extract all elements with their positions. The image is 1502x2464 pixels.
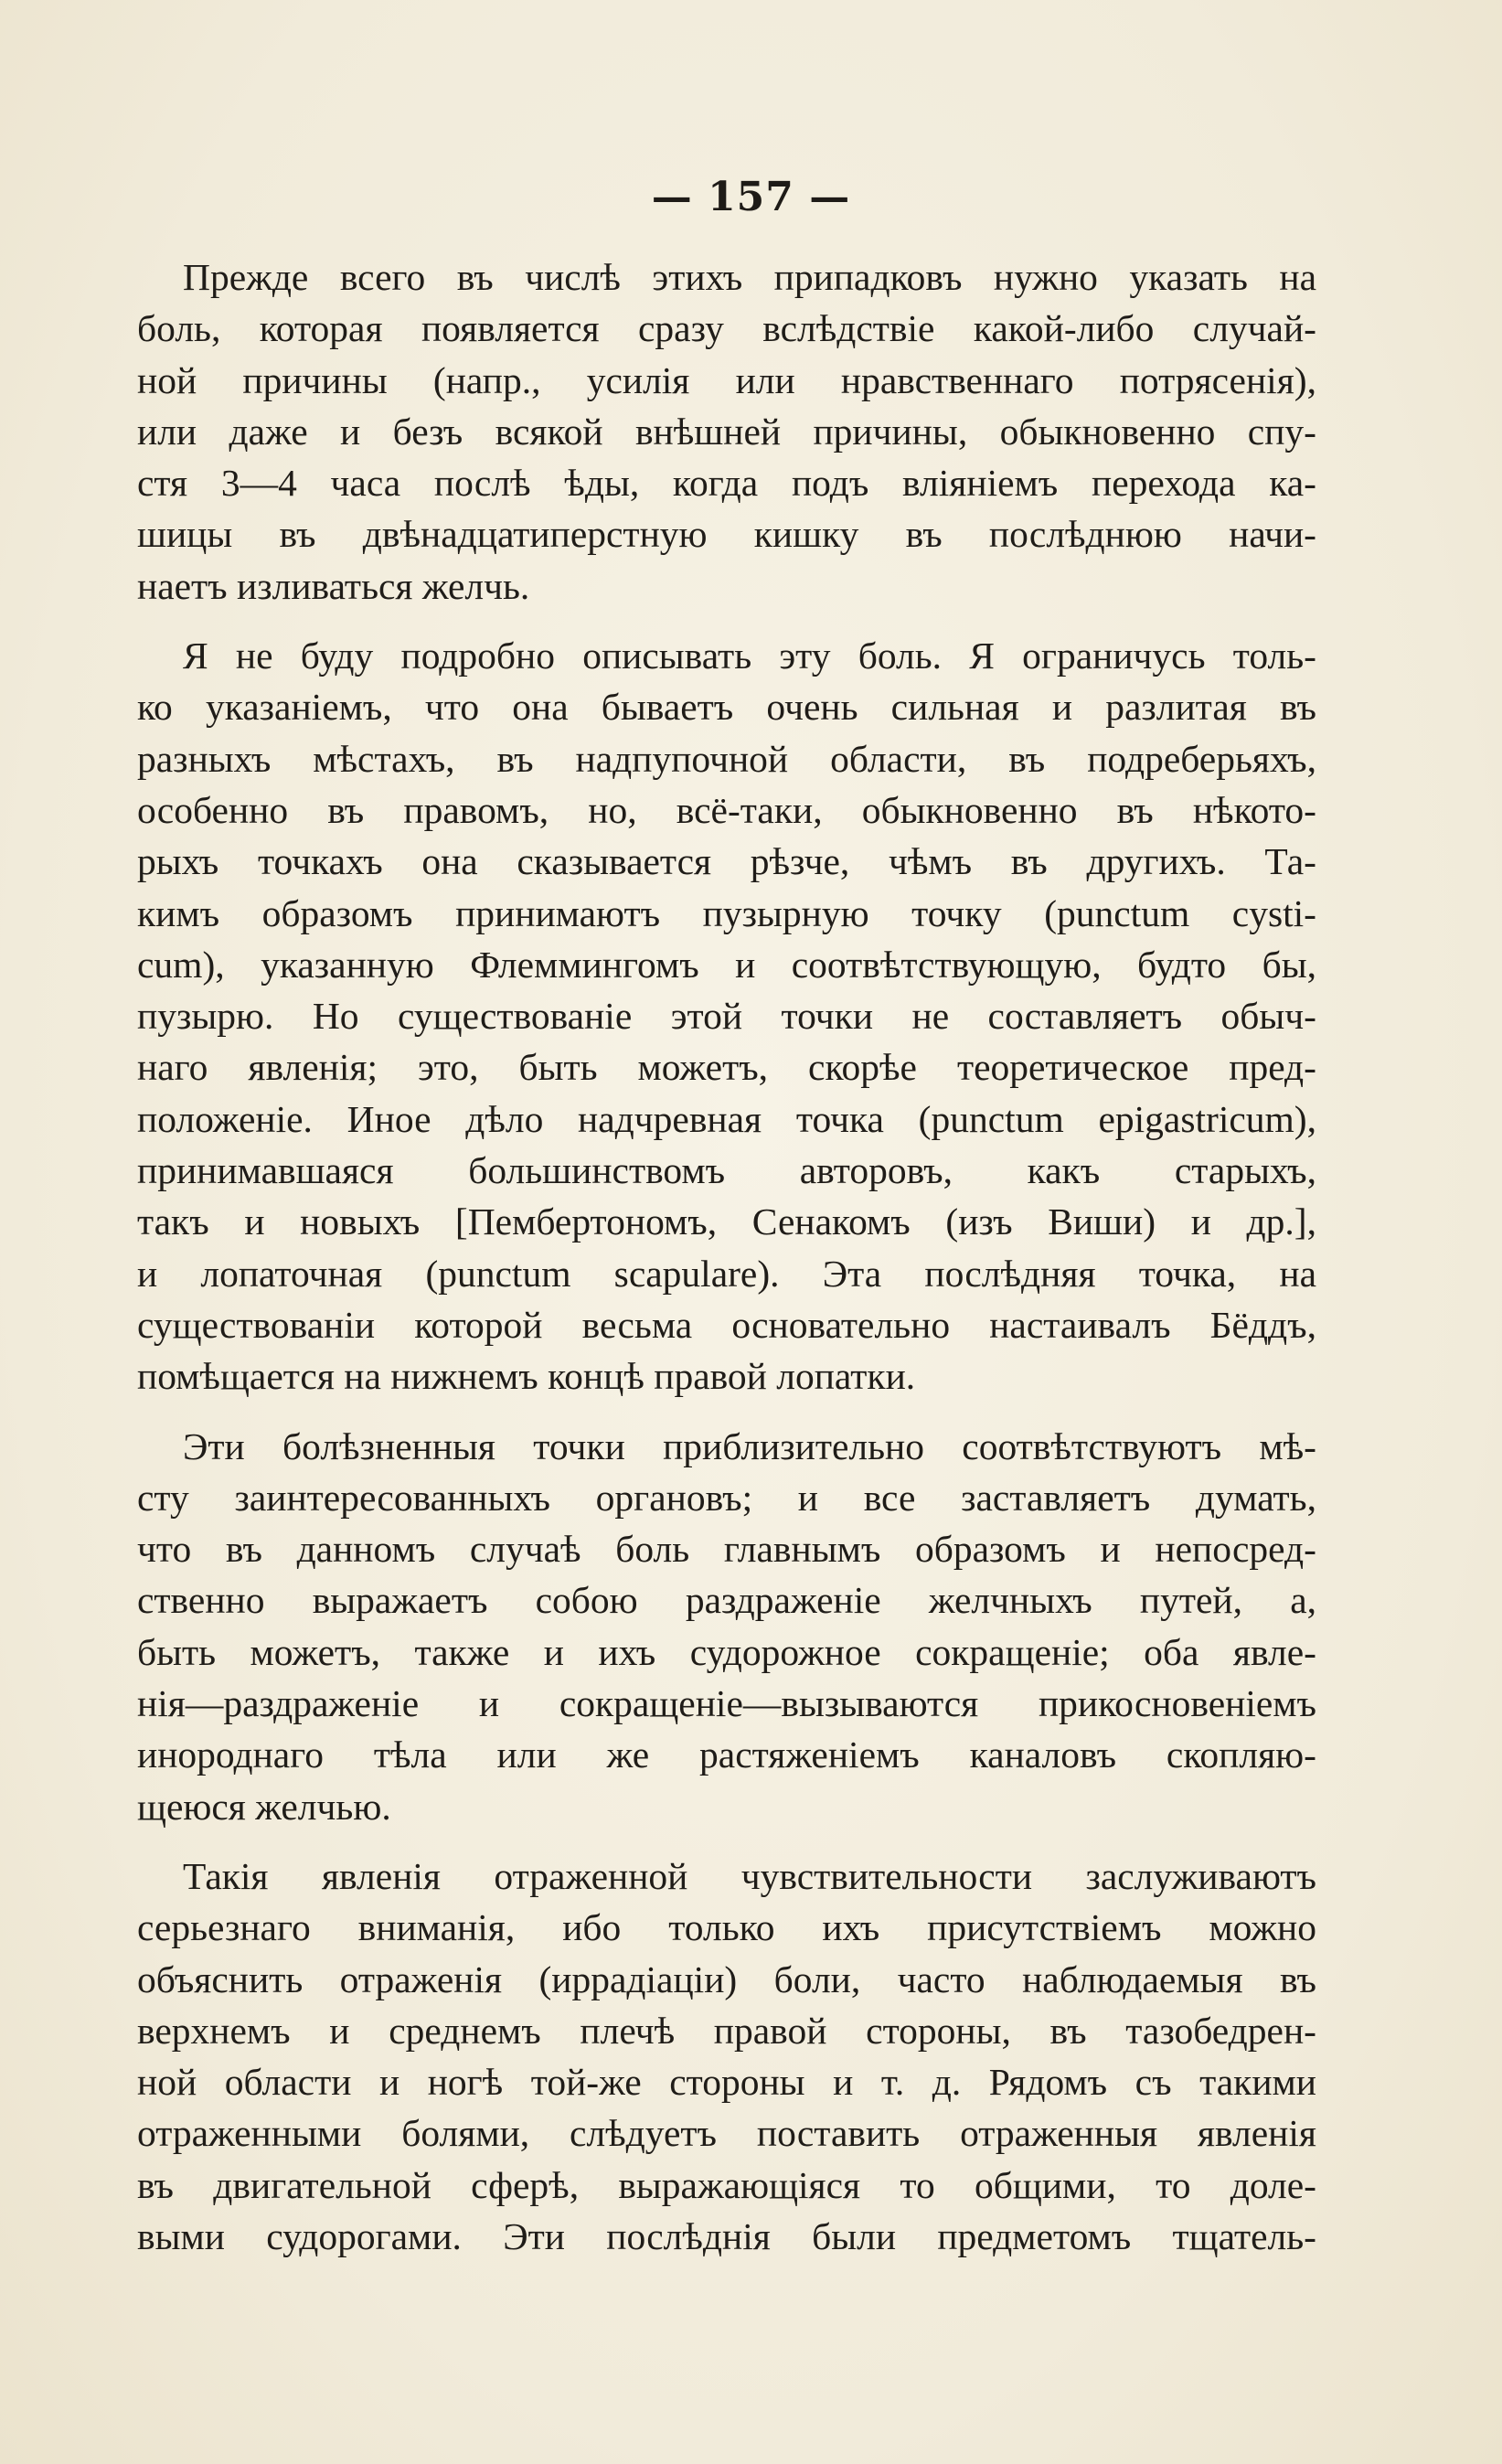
text-line: Такія явленія отраженной чувствительности заслуживаютъ bbox=[183, 1854, 1316, 1897]
text-line: особенно въ правомъ, но, всё-таки, обыкновенно въ нѣкото- bbox=[137, 788, 1316, 831]
text-line: такъ и новыхъ [Пембертономъ, Сенакомъ (изъ Виши) и др.], bbox=[137, 1200, 1316, 1243]
page-number: — 157 — bbox=[651, 174, 851, 220]
text-line: въ двигательной сферѣ, выражающіяся то общими, то доле- bbox=[137, 2163, 1316, 2206]
text-line: верхнемъ и среднемъ плечѣ правой стороны, въ тазобедрен- bbox=[137, 2009, 1316, 2052]
text-line: и лопаточная (punctum scapulare). Эта послѣдняя точка, на bbox=[137, 1252, 1316, 1295]
text-line: что въ данномъ случаѣ боль главнымъ образомъ и непосред- bbox=[137, 1528, 1316, 1571]
text-line: помѣщается на нижнемъ концѣ правой лопатки. bbox=[137, 1355, 916, 1398]
text-line: шицы въ двѣнадцатиперстную кишку въ послѣднюю начи- bbox=[137, 513, 1316, 556]
text-line: инороднаго тѣла или же растяженіемъ каналовъ скопляю- bbox=[137, 1733, 1316, 1776]
paragraph-1 bbox=[137, 251, 1316, 612]
text-line: разныхъ мѣстахъ, въ надпупочной области, въ подреберьяхъ, bbox=[137, 737, 1316, 780]
text-line: или даже и безъ всякой внѣшней причины, обыкновенно спу- bbox=[137, 410, 1316, 453]
text-line: быть можетъ, также и ихъ судорожное сокращеніе; оба явле- bbox=[137, 1630, 1316, 1673]
paragraph-2 bbox=[137, 630, 1316, 1402]
body-text bbox=[137, 251, 1316, 2280]
text-line: ной области и ногѣ той-же стороны и т. д. Рядомъ съ такими bbox=[137, 2061, 1316, 2104]
text-line: сту заинтересованныхъ органовъ; и все заставляетъ думать, bbox=[137, 1476, 1316, 1519]
text-line: Я не буду подробно описывать эту боль. Я ограничусь толь- bbox=[183, 635, 1316, 677]
text-line: стя 3—4 часа послѣ ѣды, когда подъ вліяніемъ перехода ка- bbox=[137, 462, 1316, 505]
text-line: Прежде всего въ числѣ этихъ припадковъ нужно указать на bbox=[183, 256, 1316, 298]
text-line: пузырю. Но существованіе этой точки не составляетъ обыч- bbox=[137, 995, 1316, 1038]
text-line: щеюся желчью. bbox=[137, 1785, 391, 1828]
text-line: положеніе. Иное дѣло надчревная точка (punctum epigastricum), bbox=[137, 1097, 1316, 1140]
text-line: принимавшаяся большинствомъ авторовъ, какъ старыхъ, bbox=[137, 1149, 1316, 1192]
text-line: ко указаніемъ, что она бываетъ очень сильная и разлитая въ bbox=[137, 686, 1316, 729]
text-line: cum), указанную Флеммингомъ и соотвѣтствующую, будто бы, bbox=[137, 943, 1316, 986]
text-line: кимъ образомъ принимаютъ пузырную точку (punctum cysti- bbox=[137, 891, 1316, 934]
paragraph-4 bbox=[137, 1851, 1316, 2262]
text-line: боль, которая появляется сразу вслѣдствіе какой-либо случай- bbox=[137, 307, 1316, 350]
text-line: серьезнаго вниманія, ибо только ихъ присутствіемъ можно bbox=[137, 1906, 1316, 1949]
text-line: существованіи которой весьма основательно настаивалъ Бёддъ, bbox=[137, 1303, 1316, 1346]
text-line: ственно выражаетъ собою раздраженіе желчныхъ путей, а, bbox=[137, 1579, 1316, 1622]
paragraph-3 bbox=[137, 1421, 1316, 1832]
text-line: наетъ изливаться желчь. bbox=[137, 564, 530, 607]
text-line: ной причины (напр., усилія или нравственнаго потрясенія), bbox=[137, 358, 1316, 401]
text-line: выми судорогами. Эти послѣднія были предметомъ тщатель- bbox=[137, 2214, 1316, 2257]
text-line: нія—раздраженіе и сокращеніе—вызываются прикосновеніемъ bbox=[137, 1682, 1316, 1725]
text-line: рыхъ точкахъ она сказывается рѣзче, чѣмъ въ другихъ. Та- bbox=[137, 840, 1316, 883]
text-line: объяснить отраженія (иррадіаціи) боли, часто наблюдаемыя въ bbox=[137, 1957, 1316, 2000]
text-line: Эти болѣзненныя точки приблизительно соотвѣтствуютъ мѣ- bbox=[183, 1424, 1316, 1467]
text-line: наго явленія; это, быть можетъ, скорѣе теоретическое пред- bbox=[137, 1046, 1316, 1089]
text-line: отраженными болями, слѣдуетъ поставить отраженныя явленія bbox=[137, 2112, 1316, 2155]
